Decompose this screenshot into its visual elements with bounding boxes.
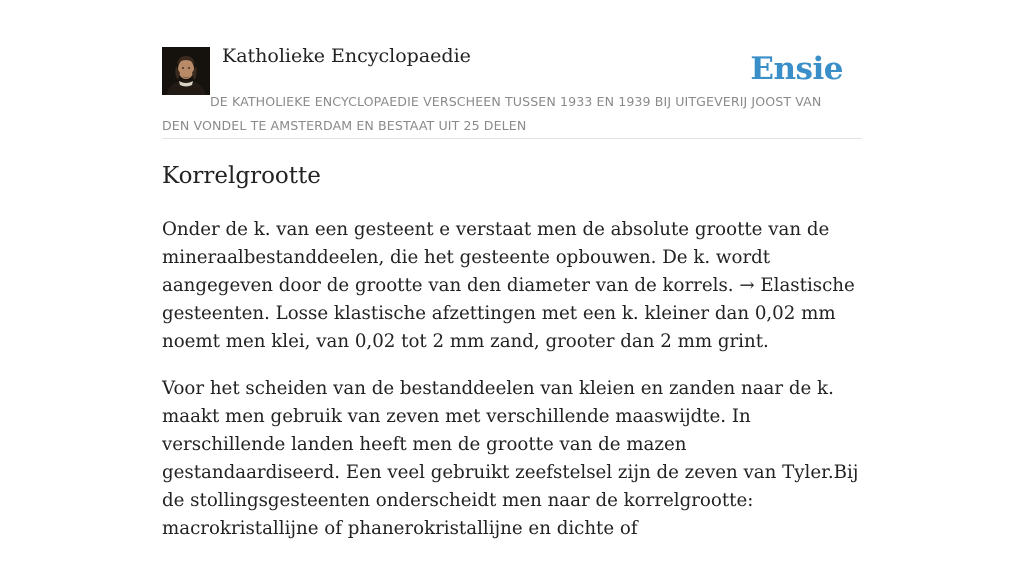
source-title[interactable]: Katholieke Encyclopaedie <box>222 45 471 67</box>
article-body <box>162 216 862 562</box>
ensie-logo[interactable]: Ensie <box>750 51 843 87</box>
article-paragraph: Voor het scheiden van de bestanddeelen van kleien en zanden naar de k. maakt men gebruik van zeven met verschillende maaswijdte. In verschillende landen heeft men de grootte van de mazen gestandaardiseerd. Een veel gebruikt zeefstelsel zijn de zeven van Tyler.Bij de stollingsgesteenten onderscheidt men naar de korrelgrootte: macrokristallijne of phanerokristallijne en dichte of <box>162 378 859 539</box>
content-column <box>162 0 862 539</box>
source-header <box>162 0 862 139</box>
source-description: DE KATHOLIEKE ENCYCLOPAEDIE VERSCHEEN TUSSEN 1933 EN 1939 BIJ UITGEVERIJ JOOST VAN DEN VONDEL TE AMSTERDAM EN BESTAAT UIT 25 DELEN <box>162 94 822 133</box>
article-paragraph: Onder de k. van een gesteent e verstaat men de absolute grootte van de mineraalbestanddeelen, die het gesteente opbouwen. De k. wordt aangegeven door de grootte van den diameter van de korrels. → Elastische gesteenten. Losse klastische afzettingen met een k. kleiner dan 0,02 mm noemt men klei, van 0,02 tot 2 mm zand, grooter dan 2 mm grint. <box>162 219 855 352</box>
portrait-icon <box>162 47 210 95</box>
avatar[interactable] <box>162 47 210 95</box>
article-title: Korrelgrootte <box>162 163 321 189</box>
